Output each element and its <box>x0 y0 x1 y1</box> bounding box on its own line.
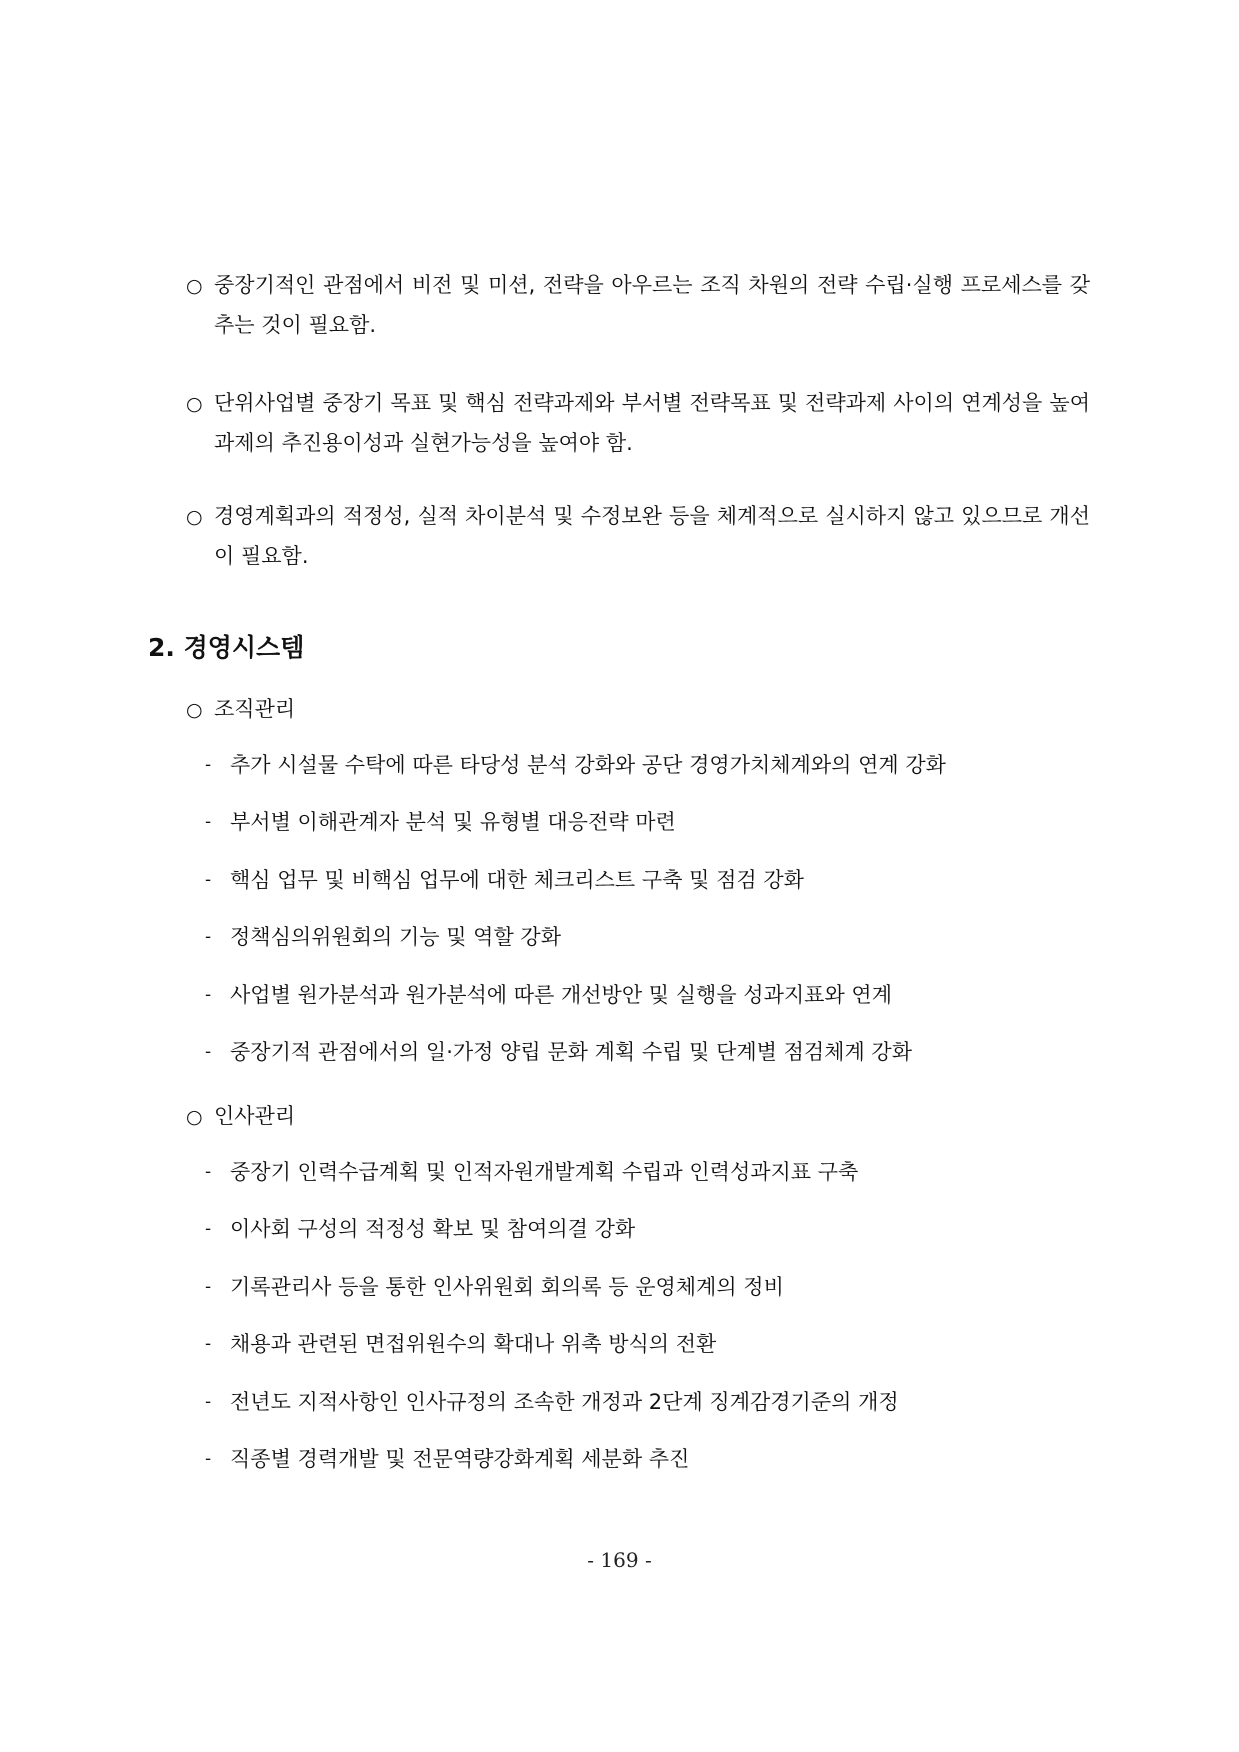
intro-paragraph-text: 중장기적인 관점에서 비전 및 미션, 전략을 아우르는 조직 차원의 전략 수립·실행 프로세스를 갖추는 것이 필요함. <box>214 273 1090 337</box>
list-item <box>205 753 946 778</box>
list-item-text: 직종별 경력개발 및 전문역량강화계획 세분화 추진 <box>230 1447 690 1471</box>
list-item-text: 중장기 인력수급계획 및 인적자원개발계획 수립과 인력성과지표 구축 <box>230 1160 859 1184</box>
group-heading-organization <box>186 697 295 722</box>
circle-bullet-icon: ○ <box>186 1106 203 1128</box>
list-item-text: 기록관리사 등을 통한 인사위원회 회의록 등 운영체계의 정비 <box>230 1275 784 1299</box>
intro-paragraph-text: 단위사업별 중장기 목표 및 핵심 전략과제와 부서별 전략목표 및 전략과제 사이의 연계성을 높여 과제의 추진용이성과 실현가능성을 높여야 함. <box>214 391 1090 455</box>
circle-bullet-icon: ○ <box>186 506 203 528</box>
list-item-text: 중장기적 관점에서의 일·가정 양립 문화 계획 수립 및 단계별 점검체계 강화 <box>230 1040 913 1064</box>
dash-bullet-icon: - <box>205 1392 212 1412</box>
list-item <box>205 1040 912 1065</box>
list-item-text: 정책심의위원회의 기능 및 역할 강화 <box>230 925 561 949</box>
group-title: 인사관리 <box>214 1104 296 1128</box>
circle-bullet-icon: ○ <box>186 699 203 721</box>
list-item <box>205 1275 784 1300</box>
section-heading: 2. 경영시스템 <box>148 633 305 662</box>
list-item-text: 핵심 업무 및 비핵심 업무에 대한 체크리스트 구축 및 점검 강화 <box>230 868 804 892</box>
dash-bullet-icon: - <box>205 1219 212 1239</box>
list-item-text: 부서별 이해관계자 분석 및 유형별 대응전략 마련 <box>230 810 676 834</box>
list-item <box>205 868 804 893</box>
list-item <box>205 1217 635 1242</box>
dash-bullet-icon: - <box>205 1162 212 1182</box>
list-item-text: 전년도 지적사항인 인사규정의 조속한 개정과 2단계 징계감경기준의 개정 <box>230 1390 899 1414</box>
list-item <box>205 925 561 950</box>
page-number: - 169 - <box>587 1548 652 1572</box>
intro-paragraph-text: 경영계획과의 적정성, 실적 차이분석 및 수정보완 등을 체계적으로 실시하지 않고 있으므로 개선이 필요함. <box>214 504 1090 568</box>
circle-bullet-icon: ○ <box>186 275 203 297</box>
circle-bullet-icon: ○ <box>186 393 203 415</box>
list-item <box>205 1390 899 1415</box>
list-item <box>205 983 892 1008</box>
group-title: 조직관리 <box>214 697 296 721</box>
group-heading-personnel <box>186 1104 295 1129</box>
dash-bullet-icon: - <box>205 755 212 775</box>
dash-bullet-icon: - <box>205 1042 212 1062</box>
dash-bullet-icon: - <box>205 812 212 832</box>
dash-bullet-icon: - <box>205 1277 212 1297</box>
list-item <box>205 1160 858 1185</box>
list-item <box>205 1447 689 1472</box>
intro-paragraph-1 <box>186 266 1090 346</box>
list-item <box>205 810 676 835</box>
list-item-text: 채용과 관련된 면접위원수의 확대나 위촉 방식의 전환 <box>230 1332 717 1356</box>
list-item-text: 이사회 구성의 적정성 확보 및 참여의결 강화 <box>230 1217 636 1241</box>
intro-paragraph-2 <box>186 384 1090 464</box>
dash-bullet-icon: - <box>205 1449 212 1469</box>
dash-bullet-icon: - <box>205 927 212 947</box>
dash-bullet-icon: - <box>205 1334 212 1354</box>
list-item-text: 추가 시설물 수탁에 따른 타당성 분석 강화와 공단 경영가치체계와의 연계 강화 <box>230 753 946 777</box>
intro-paragraph-3 <box>186 497 1090 577</box>
list-item-text: 사업별 원가분석과 원가분석에 따른 개선방안 및 실행을 성과지표와 연계 <box>230 983 892 1007</box>
dash-bullet-icon: - <box>205 985 212 1005</box>
dash-bullet-icon: - <box>205 870 212 890</box>
list-item <box>205 1332 716 1357</box>
